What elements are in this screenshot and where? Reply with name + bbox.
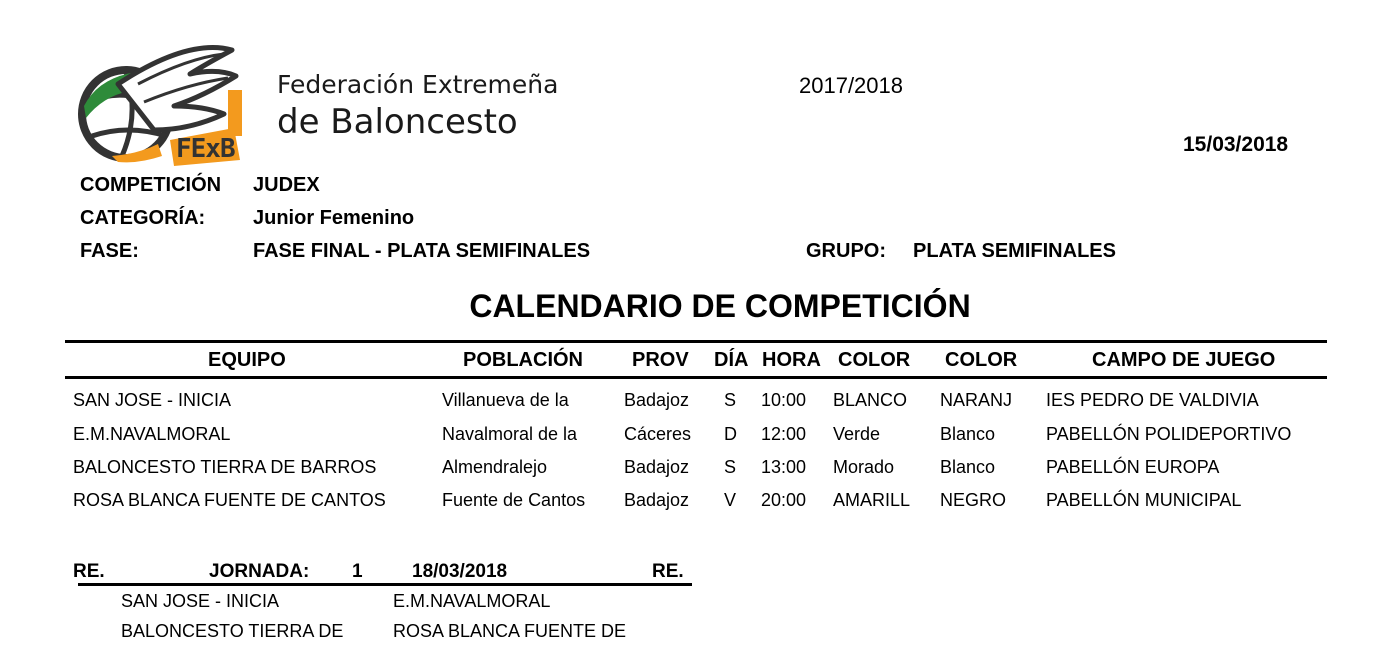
header-color-1: COLOR [838, 349, 911, 371]
cell-color-2: Blanco [940, 457, 996, 477]
cell-province: Badajoz [624, 457, 690, 477]
cell-province: Cáceres [624, 424, 692, 444]
header-campo: CAMPO DE JUEGO [1092, 349, 1276, 371]
cell-time: 20:00 [761, 490, 807, 510]
cell-town: Fuente de Cantos [442, 490, 586, 510]
match-away: E.M.NAVALMORAL [393, 591, 551, 611]
jornada-date: 18/03/2018 [412, 561, 508, 582]
header-dia: DÍA [714, 349, 749, 371]
table-header-rule [65, 376, 1327, 379]
cell-town: Almendralejo [442, 457, 548, 477]
cell-time: 12:00 [761, 424, 807, 444]
cell-time: 10:00 [761, 390, 807, 410]
header-equipo: EQUIPO [208, 349, 286, 371]
cell-team: SAN JOSE - INICIA [73, 390, 232, 410]
print-date: 15/03/2018 [1183, 133, 1289, 156]
cell-venue: PABELLÓN POLIDEPORTIVO [1046, 424, 1292, 444]
cell-team: E.M.NAVALMORAL [73, 424, 231, 444]
competition-label: COMPETICIÓN [80, 174, 222, 196]
season: 2017/2018 [799, 73, 903, 98]
jornada-number: 1 [352, 561, 363, 582]
page-title: CALENDARIO DE COMPETICIÓN [469, 288, 971, 324]
cell-venue: PABELLÓN MUNICIPAL [1046, 490, 1242, 510]
cell-day: V [724, 490, 737, 510]
cell-venue: IES PEDRO DE VALDIVIA [1046, 390, 1259, 410]
federation-name-line2: de Baloncesto [277, 102, 518, 142]
cell-province: Badajoz [624, 490, 690, 510]
phase-label: FASE: [80, 240, 139, 262]
cell-color-2: NARANJ [940, 390, 1013, 410]
cell-color-1: Verde [833, 424, 881, 444]
match-home: SAN JOSE - INICIA [121, 591, 280, 611]
header-color-2: COLOR [945, 349, 1018, 371]
cell-team: BALONCESTO TIERRA DE BARROS [73, 457, 377, 477]
cell-venue: PABELLÓN EUROPA [1046, 457, 1220, 477]
cell-color-1: AMARILL [833, 490, 911, 510]
category-value: Junior Femenino [253, 207, 415, 229]
cell-town: Navalmoral de la [442, 424, 578, 444]
cell-day: S [724, 390, 737, 410]
jornada-rule [78, 583, 692, 586]
table-top-rule [65, 340, 1327, 343]
group-value: PLATA SEMIFINALES [913, 240, 1116, 262]
competition-value: JUDEX [253, 174, 320, 196]
cell-day: S [724, 457, 737, 477]
cell-color-1: Morado [833, 457, 895, 477]
jornada-label: JORNADA: [209, 561, 310, 582]
cell-color-2: Blanco [940, 424, 996, 444]
logo-lettering: FExB [176, 134, 235, 164]
cell-team: ROSA BLANCA FUENTE DE CANTOS [73, 490, 386, 510]
match-home: BALONCESTO TIERRA DE [121, 621, 344, 641]
cell-province: Badajoz [624, 390, 690, 410]
cell-time: 13:00 [761, 457, 807, 477]
header-prov: PROV [632, 349, 689, 371]
jornada-re-left: RE. [73, 561, 105, 582]
federation-logo [78, 44, 248, 166]
phase-value: FASE FINAL - PLATA SEMIFINALES [253, 240, 591, 262]
cell-town: Villanueva de la [442, 390, 569, 410]
jornada-re-right: RE. [652, 561, 684, 582]
cell-color-1: BLANCO [833, 390, 908, 410]
match-away: ROSA BLANCA FUENTE DE [393, 621, 627, 641]
header-poblacion: POBLACIÓN [463, 349, 583, 371]
federation-name-line1: Federación Extremeña [277, 70, 559, 99]
category-label: CATEGORÍA: [80, 207, 206, 229]
header-hora: HORA [762, 349, 821, 371]
group-label: GRUPO: [806, 240, 886, 262]
cell-day: D [724, 424, 737, 444]
cell-color-2: NEGRO [940, 490, 1007, 510]
